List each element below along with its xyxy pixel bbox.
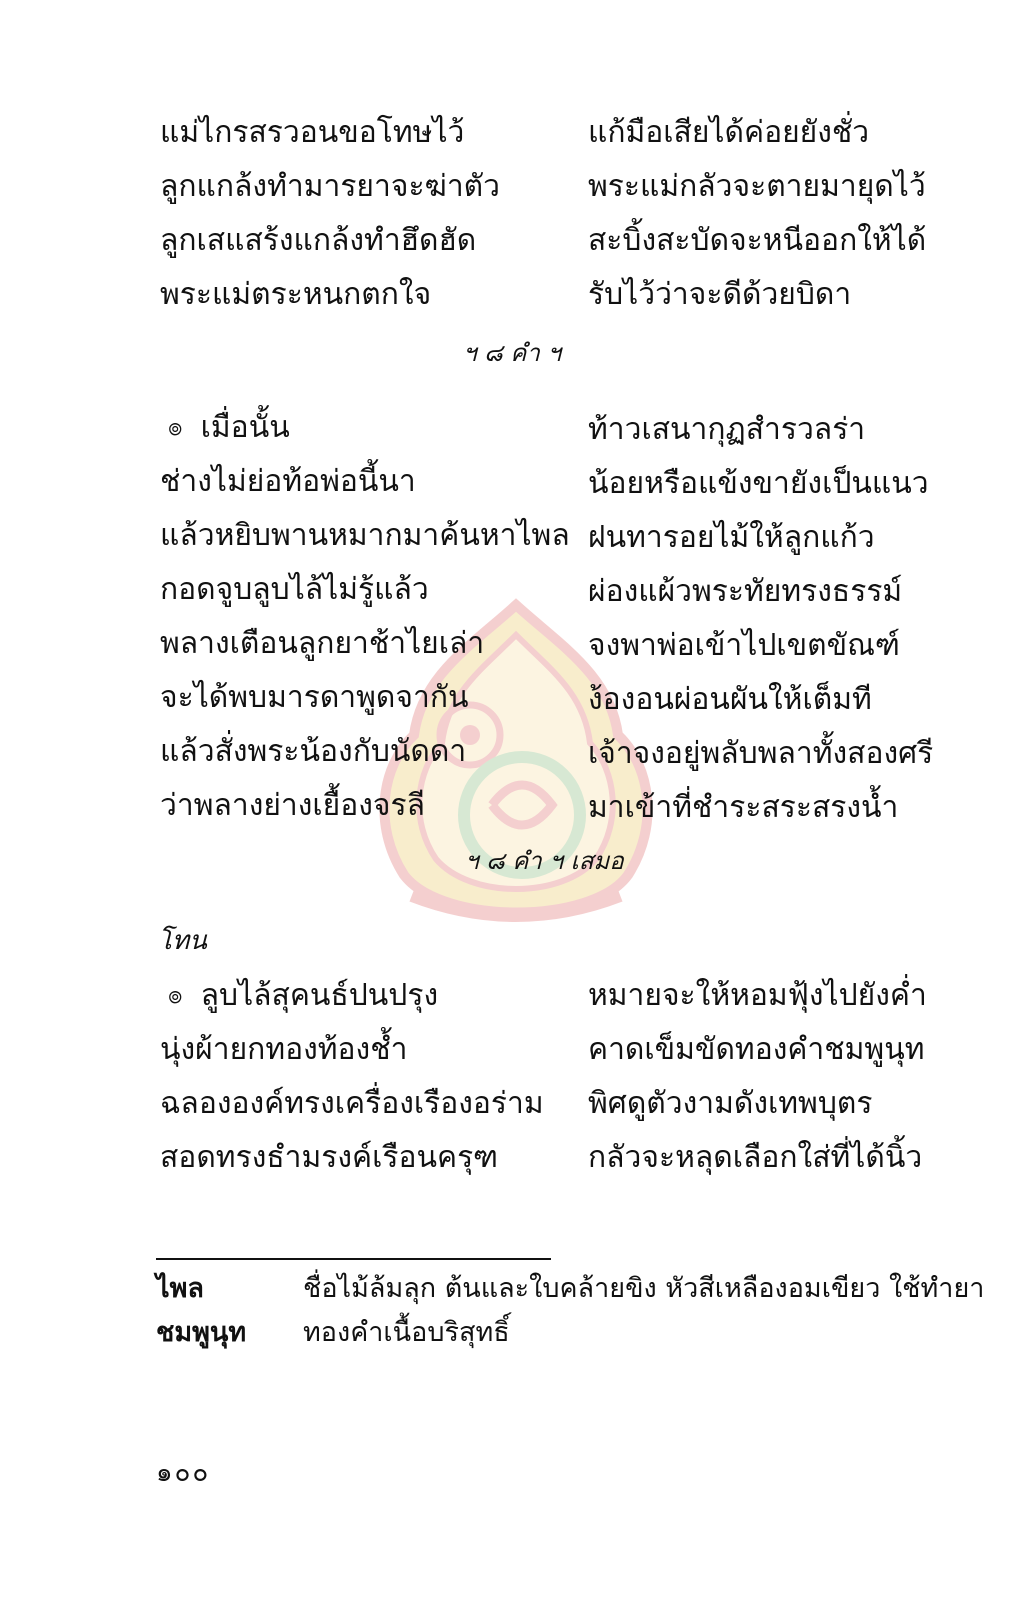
verse-right: กลัวจะหลุดเลือกใส่ที่ได้นิ้ว — [588, 1140, 923, 1175]
footnote-definition: ชื่อไม้ล้มลุก ต้นและใบคล้ายขิง หัวสีเหลืองอมเขียว ใช้ทำยา — [303, 1273, 985, 1304]
verse-right: พระแม่กลัวจะตายมายุดไว้ — [588, 169, 926, 204]
verse-right: พิศดูตัวงามดังเทพบุตร — [588, 1086, 873, 1121]
verse-left: ลูกแกล้งทำมารยาจะฆ่าตัว — [160, 169, 500, 204]
verse-left: จะได้พบมารดาพูดจากัน — [160, 680, 469, 715]
verse-left: สอดทรงธำมรงค์เรือนครุฑ — [160, 1140, 499, 1175]
verse-left: แม่ไกรสรวอนขอโทษไว้ — [160, 115, 465, 150]
verse-right: คาดเข็มขัดทองคำชมพูนุท — [588, 1032, 925, 1067]
verse-left: ลูกเสแสร้งแกล้งทำฮึดฮัด — [160, 223, 477, 258]
verse-right: สะบิ้งสะบัดจะหนีออกให้ได้ — [588, 223, 927, 258]
footnote-term: ไพล — [156, 1273, 204, 1304]
page-number: ๑๐๐ — [156, 1458, 211, 1488]
circle-mark: ๏ — [168, 413, 183, 441]
verse-left: ฉลององค์ทรงเครื่องเรืองอร่าม — [160, 1086, 544, 1121]
footnote-divider — [156, 1258, 551, 1260]
verse-left — [168, 976, 438, 1017]
verse-right: น้อยหรือแข้งขายังเป็นแนว — [588, 466, 929, 501]
footnote-term: ชมพูนุท — [156, 1317, 247, 1348]
tone-label: โทน — [158, 926, 207, 956]
circle-mark: ๏ — [168, 981, 183, 1009]
verse-right: มาเข้าที่ชำระสระสรงน้ำ — [588, 790, 899, 825]
verse-text: เมื่อนั้น — [200, 410, 290, 445]
footnote-definition: ทองคำเนื้อบริสุทธิ์ — [303, 1317, 510, 1348]
verse-left: นุ่งผ้ายกทองท้องช้ำ — [160, 1032, 408, 1067]
verse-left: แล้วสั่งพระน้องกับนัดดา — [160, 734, 467, 769]
verse-right: ท้าวเสนากุฏสำรวลร่า — [588, 412, 866, 447]
verse-text: ลูบไล้สุคนธ์ปนปรุง — [200, 978, 439, 1013]
verse-left: ว่าพลางย่างเยื้องจรลี — [160, 788, 425, 823]
verse-left: กอดจูบลูบไล้ไม่รู้แล้ว — [160, 572, 429, 607]
verse-left: พลางเตือนลูกยาช้าไยเล่า — [160, 626, 485, 661]
stanza-marker: ฯ ๘ คำ ฯ เสมอ — [465, 847, 624, 875]
verse-left — [168, 408, 290, 449]
verse-left: ช่างไม่ย่อท้อพ่อนี้นา — [160, 464, 416, 499]
verse-right: ฝนทารอยไม้ให้ลูกแก้ว — [588, 520, 875, 555]
verse-right: เจ้าจงอยู่พลับพลาทั้งสองศรี — [588, 736, 934, 771]
verse-left: แล้วหยิบพานหมากมาค้นหาไพล — [160, 518, 570, 553]
verse-right: แก้มือเสียได้ค่อยยังชั่ว — [588, 115, 870, 150]
verse-right: หมายจะให้หอมฟุ้งไปยังค่ำ — [588, 978, 927, 1013]
verse-right: จงพาพ่อเข้าไปเขตขัณฑ์ — [588, 628, 900, 663]
verse-right: รับไว้ว่าจะดีด้วยบิดา — [588, 277, 852, 312]
stanza-marker: ฯ ๘ คำ ฯ — [463, 339, 561, 367]
verse-right: ง้องอนผ่อนผันให้เต็มที — [588, 682, 872, 717]
verse-left: พระแม่ตระหนกตกใจ — [160, 277, 432, 312]
verse-right: ผ่องแผ้วพระทัยทรงธรรม์ — [588, 574, 903, 609]
